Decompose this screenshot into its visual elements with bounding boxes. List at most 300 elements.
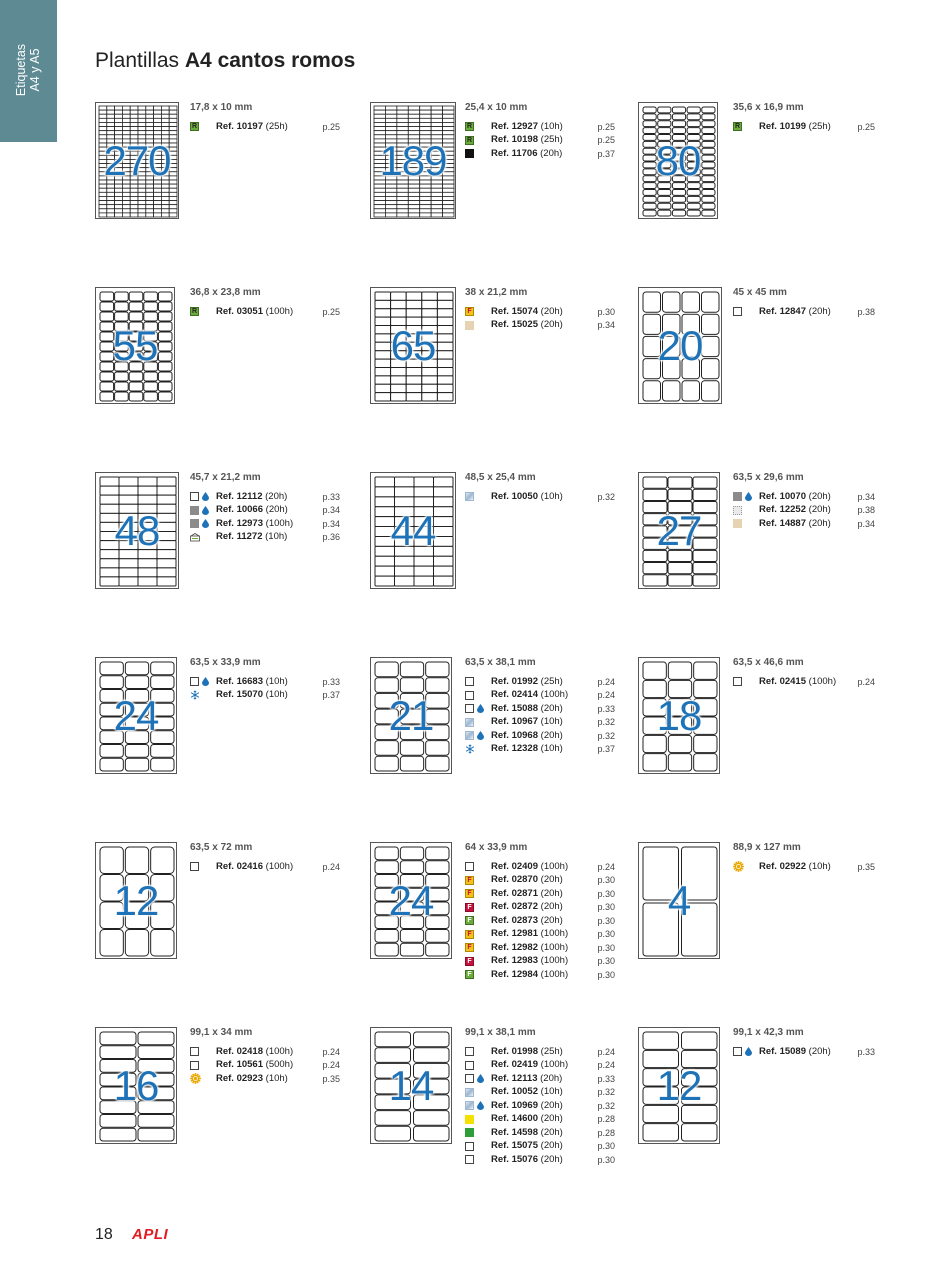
reference-text	[216, 1073, 322, 1085]
page-title-light: Plantillas	[95, 49, 185, 72]
reference-row	[465, 928, 615, 942]
reference-row	[733, 1045, 875, 1059]
reference-row	[465, 1126, 615, 1140]
reference-page: p.28	[597, 1114, 615, 1125]
label-size: 64 x 33,9 mm	[465, 842, 528, 853]
reference-row	[465, 490, 615, 504]
label-size: 63,5 x 29,6 mm	[733, 472, 804, 483]
square-white-drop-icon	[465, 704, 491, 713]
reference-quantity: (25h)	[265, 120, 288, 132]
template-card	[95, 472, 365, 652]
reference-page: p.34	[857, 491, 875, 502]
reference-text	[491, 121, 597, 133]
label-size: 99,1 x 38,1 mm	[465, 1027, 536, 1038]
water-drop-icon	[745, 1047, 752, 1056]
square-beige-icon	[465, 321, 491, 330]
labels-per-sheet: 24	[388, 876, 434, 924]
reference-page: p.25	[857, 121, 875, 132]
reference-quantity: (100h)	[265, 860, 294, 872]
reference-page: p.37	[597, 744, 615, 755]
reference-quantity: (20h)	[808, 490, 831, 502]
reference-text	[491, 1059, 597, 1071]
water-drop-icon	[202, 506, 209, 515]
reference-row	[465, 1099, 615, 1113]
label-sheet-thumbnail	[370, 1027, 452, 1144]
labels-per-sheet: 12	[113, 876, 159, 924]
reference-code: Ref. 12847	[759, 305, 807, 317]
label-sheet-thumbnail	[95, 472, 179, 589]
labels-per-sheet: 12	[656, 1061, 702, 1109]
label-sheet-thumbnail	[638, 472, 720, 589]
water-drop-icon	[477, 731, 484, 740]
reference-code: Ref. 01998	[491, 1045, 539, 1057]
square-dotted-icon	[733, 506, 759, 515]
template-card	[95, 842, 365, 1022]
labels-per-sheet: 48	[114, 506, 160, 554]
reference-quantity: (25h)	[540, 134, 563, 146]
reference-quantity: (20h)	[540, 1126, 563, 1138]
label-sheet-thumbnail	[370, 842, 452, 959]
reference-quantity: (20h)	[540, 729, 563, 741]
reference-page: p.24	[597, 861, 615, 872]
template-card	[370, 287, 640, 467]
reference-text	[216, 504, 322, 516]
square-green-r-icon: R	[466, 136, 473, 144]
reference-quantity: (100h)	[265, 1045, 294, 1057]
labels-per-sheet: 270	[103, 136, 171, 184]
reference-page: p.24	[322, 861, 340, 872]
reference-quantity: (20h)	[540, 1099, 563, 1111]
reference-code: Ref. 10199	[759, 120, 807, 132]
reference-row	[465, 887, 615, 901]
reference-code: Ref. 01992	[491, 675, 539, 687]
reference-code: Ref. 02415	[759, 675, 807, 687]
reference-row	[465, 860, 615, 874]
template-card	[370, 102, 640, 282]
label-size: 63,5 x 46,6 mm	[733, 657, 804, 668]
reference-text	[216, 491, 322, 503]
label-sheet-thumbnail	[370, 657, 452, 774]
label-sheet-thumbnail	[370, 102, 456, 219]
reference-code: Ref. 10561	[216, 1059, 264, 1071]
label-sheet-thumbnail	[95, 287, 175, 404]
label-sheet-thumbnail	[370, 472, 456, 589]
reference-text	[491, 915, 597, 927]
reference-code: Ref. 16683	[216, 675, 264, 687]
reference-code: Ref. 12973	[216, 517, 264, 529]
reference-quantity: (20h)	[808, 504, 831, 516]
reference-row	[465, 1059, 615, 1073]
reference-row	[465, 716, 615, 730]
reference-row	[190, 120, 340, 134]
reference-quantity: (10h)	[540, 1086, 563, 1098]
square-transparent-icon	[465, 1088, 491, 1097]
template-info	[465, 287, 615, 332]
square-transparent-drop-icon	[465, 731, 491, 740]
template-info	[190, 102, 340, 134]
template-card	[638, 287, 908, 467]
square-red-f-icon: F	[465, 903, 491, 912]
apli-logo: APLI	[132, 1226, 169, 1243]
reference-quantity: (100h)	[540, 928, 569, 940]
reference-code: Ref. 10052	[491, 1086, 539, 1098]
reference-quantity: (20h)	[540, 1140, 563, 1152]
square-green-r-icon: R	[734, 123, 741, 131]
reference-text	[491, 901, 597, 913]
labels-per-sheet: 44	[390, 506, 436, 554]
square-white-drop-icon	[190, 492, 216, 501]
reference-code: Ref. 15076	[491, 1153, 539, 1165]
page-title	[95, 49, 355, 73]
side-tab-label	[14, 44, 42, 96]
label-sheet-thumbnail	[638, 1027, 720, 1144]
reference-row	[465, 1140, 615, 1154]
reference-code: Ref. 12982	[491, 941, 539, 953]
template-info	[733, 1027, 875, 1059]
reference-text	[491, 1086, 597, 1098]
reference-quantity: (10h)	[540, 716, 563, 728]
label-sheet-thumbnail	[95, 1027, 177, 1144]
freezer-tag-icon	[190, 533, 216, 542]
reference-text	[759, 121, 857, 133]
reference-code: Ref. 12252	[759, 504, 807, 516]
reference-row	[190, 1072, 340, 1086]
reference-code: Ref. 10967	[491, 716, 539, 728]
square-white-drop-icon	[465, 1074, 491, 1083]
reference-row	[465, 874, 615, 888]
reference-row	[190, 517, 340, 531]
reference-text	[491, 942, 597, 954]
reference-row	[190, 504, 340, 518]
labels-per-sheet: 189	[379, 136, 447, 184]
reference-row	[733, 675, 875, 689]
reference-page: p.33	[597, 703, 615, 714]
reference-text	[491, 689, 597, 701]
side-tab-line1: Etiquetas	[14, 43, 28, 97]
reference-code: Ref. 03051	[216, 305, 264, 317]
reference-page: p.32	[597, 491, 615, 502]
label-size: 63,5 x 33,9 mm	[190, 657, 261, 668]
reference-code: Ref. 02419	[491, 1059, 539, 1071]
template-card	[370, 657, 640, 837]
square-white-icon	[733, 307, 759, 316]
reference-quantity: (20h)	[540, 147, 563, 159]
template-card	[95, 657, 365, 837]
label-size: 35,6 x 16,9 mm	[733, 102, 804, 113]
reference-code: Ref. 12112	[216, 490, 263, 502]
reference-page: p.25	[322, 121, 340, 132]
reference-text	[759, 861, 857, 873]
water-drop-icon	[202, 677, 209, 686]
reference-text	[491, 1140, 597, 1152]
square-white-icon	[465, 1155, 491, 1164]
template-card	[638, 472, 908, 652]
reference-page: p.34	[322, 518, 340, 529]
square-green-r-icon: R	[466, 123, 473, 131]
reference-quantity: (100h)	[540, 941, 569, 953]
reference-text	[491, 1154, 597, 1166]
reference-code: Ref. 10050	[491, 490, 539, 502]
template-info	[733, 472, 875, 531]
reference-text	[216, 689, 322, 701]
template-info	[190, 472, 340, 544]
reference-quantity: (100h)	[540, 689, 569, 701]
reference-code: Ref. 02923	[216, 1072, 264, 1084]
reference-text	[759, 306, 857, 318]
reference-page: p.30	[597, 902, 615, 913]
reference-page: p.33	[857, 1046, 875, 1057]
section-side-tab	[0, 0, 57, 142]
square-white-drop-icon	[733, 1047, 759, 1056]
label-size: 45,7 x 21,2 mm	[190, 472, 261, 483]
reference-quantity: (10h)	[265, 531, 288, 543]
reference-row	[190, 490, 340, 504]
square-white-icon	[190, 862, 216, 871]
reference-row	[465, 675, 615, 689]
reference-row	[190, 1059, 340, 1073]
reference-text	[491, 134, 597, 146]
square-yellow-f-icon: F	[465, 943, 491, 952]
reference-page: p.34	[597, 320, 615, 331]
reference-code: Ref. 10197	[216, 120, 264, 132]
reference-row	[190, 305, 340, 319]
reference-page: p.30	[597, 915, 615, 926]
reference-code: Ref. 15025	[491, 319, 539, 331]
reference-quantity: (10h)	[265, 675, 288, 687]
reference-row	[465, 689, 615, 703]
reference-page: p.34	[322, 505, 340, 516]
reference-page: p.36	[322, 532, 340, 543]
square-grey-drop-icon	[190, 519, 216, 528]
reference-code: Ref. 14887	[759, 517, 807, 529]
reference-page: p.30	[597, 956, 615, 967]
labels-per-sheet: 14	[388, 1061, 434, 1109]
label-size: 25,4 x 10 mm	[465, 102, 528, 113]
label-size: 99,1 x 34 mm	[190, 1027, 253, 1038]
label-sheet-thumbnail	[95, 842, 177, 959]
reference-row	[465, 743, 615, 757]
reference-code: Ref. 02922	[759, 860, 807, 872]
square-beige-icon	[733, 519, 759, 528]
labels-per-sheet: 4	[667, 876, 691, 924]
label-size: 48,5 x 25,4 mm	[465, 472, 536, 483]
water-drop-icon	[202, 519, 209, 528]
reference-code: Ref. 12983	[491, 955, 539, 967]
reference-text	[491, 1113, 597, 1125]
reference-code: Ref. 02873	[491, 914, 539, 926]
reference-quantity: (10h)	[265, 689, 288, 701]
label-sheet-thumbnail	[638, 102, 718, 219]
reference-code: Ref. 10968	[491, 729, 539, 741]
labels-per-sheet: 27	[656, 506, 702, 554]
reference-page: p.32	[597, 717, 615, 728]
reference-row	[733, 305, 875, 319]
template-info	[190, 657, 340, 702]
reference-text	[491, 703, 597, 715]
reference-page: p.30	[597, 888, 615, 899]
reference-row	[190, 675, 340, 689]
reference-page: p.30	[597, 969, 615, 980]
labels-per-sheet: 20	[657, 321, 703, 369]
label-size: 45 x 45 mm	[733, 287, 787, 298]
reference-text	[491, 491, 597, 503]
reference-row	[465, 134, 615, 148]
labels-per-sheet: 16	[113, 1061, 159, 1109]
label-size: 63,5 x 72 mm	[190, 842, 253, 853]
reference-text	[759, 1046, 857, 1058]
reference-page: p.37	[322, 690, 340, 701]
reference-text	[491, 148, 597, 160]
reference-page: p.24	[597, 1046, 615, 1057]
reference-page: p.24	[322, 1060, 340, 1071]
reference-row	[733, 517, 875, 531]
reference-row	[190, 860, 340, 874]
square-white-icon	[465, 691, 491, 700]
snowflake-icon	[465, 744, 491, 754]
reference-page: p.30	[597, 306, 615, 317]
template-card	[95, 287, 365, 467]
reference-quantity: (20h)	[540, 319, 563, 331]
reference-quantity: (10h)	[540, 490, 563, 502]
reference-quantity: (100h)	[540, 1059, 569, 1071]
reference-page: p.30	[597, 1141, 615, 1152]
label-size: 38 x 21,2 mm	[465, 287, 528, 298]
reference-row	[733, 504, 875, 518]
reference-row	[190, 531, 340, 545]
reference-code: Ref. 15089	[759, 1045, 807, 1057]
reference-code: Ref. 10969	[491, 1099, 539, 1111]
reference-text	[759, 504, 857, 516]
reference-quantity: (20h)	[540, 874, 563, 886]
template-info	[733, 287, 875, 319]
template-card	[370, 1027, 640, 1207]
reference-code: Ref. 02409	[491, 860, 539, 872]
reference-text	[491, 1073, 597, 1085]
reference-row	[465, 955, 615, 969]
reference-text	[491, 1100, 597, 1112]
label-size: 17,8 x 10 mm	[190, 102, 253, 113]
reference-row	[465, 901, 615, 915]
reference-row	[465, 729, 615, 743]
reference-row	[465, 1153, 615, 1167]
template-card	[638, 842, 908, 1022]
square-transparent-icon	[465, 718, 491, 727]
reference-row	[465, 1086, 615, 1100]
reference-row	[465, 147, 615, 161]
square-white-icon	[465, 677, 491, 686]
water-drop-icon	[745, 492, 752, 501]
template-card	[638, 657, 908, 837]
labels-per-sheet: 80	[655, 136, 701, 184]
square-grey-drop-icon	[733, 492, 759, 501]
reference-row	[190, 689, 340, 703]
template-info	[190, 1027, 340, 1086]
reference-quantity: (10h)	[540, 120, 563, 132]
labels-per-sheet: 65	[390, 321, 436, 369]
reference-quantity: (100h)	[808, 675, 837, 687]
square-white-icon	[190, 1061, 216, 1070]
square-white-drop-icon	[190, 677, 216, 686]
reference-row	[465, 1072, 615, 1086]
reference-page: p.24	[597, 676, 615, 687]
reference-page: p.35	[322, 1073, 340, 1084]
template-info	[733, 842, 875, 874]
side-tab-line2: A4 y A5	[28, 48, 42, 92]
reference-quantity: (100h)	[540, 955, 569, 967]
reference-row	[733, 490, 875, 504]
reference-text	[216, 518, 322, 530]
reference-quantity: (20h)	[540, 1113, 563, 1125]
square-yellow-f-icon: F	[465, 307, 491, 316]
reference-page: p.25	[597, 135, 615, 146]
template-card	[370, 842, 640, 1022]
reference-page: p.37	[597, 148, 615, 159]
square-white-icon	[465, 1061, 491, 1070]
reference-page: p.32	[597, 730, 615, 741]
reference-text	[491, 743, 597, 755]
reference-code: Ref. 02872	[491, 901, 539, 913]
reference-quantity: (20h)	[265, 490, 288, 502]
reference-page: p.24	[857, 676, 875, 687]
reference-text	[216, 306, 322, 318]
reference-code: Ref. 02414	[491, 689, 539, 701]
template-info	[733, 102, 875, 134]
label-sheet-thumbnail	[638, 842, 720, 959]
water-drop-icon	[477, 1074, 484, 1083]
reference-row	[465, 968, 615, 982]
reference-quantity: (10h)	[808, 860, 831, 872]
reference-text	[759, 518, 857, 530]
reference-text	[216, 861, 322, 873]
reference-text	[491, 861, 597, 873]
reference-text	[491, 874, 597, 886]
square-white-icon	[465, 1047, 491, 1056]
reference-page: p.25	[322, 306, 340, 317]
reference-code: Ref. 12981	[491, 928, 539, 940]
reference-code: Ref. 11272	[216, 531, 263, 543]
reference-quantity: (10h)	[540, 743, 563, 755]
reference-page: p.24	[597, 1060, 615, 1071]
reference-text	[216, 1059, 322, 1071]
reference-page: p.24	[322, 1046, 340, 1057]
reference-quantity: (20h)	[540, 702, 563, 714]
template-card	[370, 472, 640, 652]
reference-code: Ref. 10070	[759, 490, 807, 502]
template-card	[638, 102, 908, 282]
reference-code: Ref. 11706	[491, 147, 538, 159]
reference-text	[491, 319, 597, 331]
water-drop-icon	[477, 1101, 484, 1110]
template-info	[190, 842, 340, 874]
square-green-icon	[465, 1128, 491, 1137]
square-white-icon	[190, 1047, 216, 1056]
reference-text	[491, 676, 597, 688]
label-sheet-thumbnail	[370, 287, 456, 404]
reference-code: Ref. 14600	[491, 1113, 539, 1125]
reference-page: p.34	[857, 518, 875, 529]
reference-row	[465, 914, 615, 928]
water-drop-icon	[202, 492, 209, 501]
reference-page: p.33	[322, 676, 340, 687]
reference-text	[216, 121, 322, 133]
square-green-f-icon: F	[465, 916, 491, 925]
reference-page: p.30	[597, 929, 615, 940]
square-green-f-icon: F	[465, 970, 491, 979]
reference-quantity: (20h)	[808, 517, 831, 529]
reference-page: p.38	[857, 505, 875, 516]
reference-row	[465, 941, 615, 955]
template-card	[638, 1027, 908, 1207]
